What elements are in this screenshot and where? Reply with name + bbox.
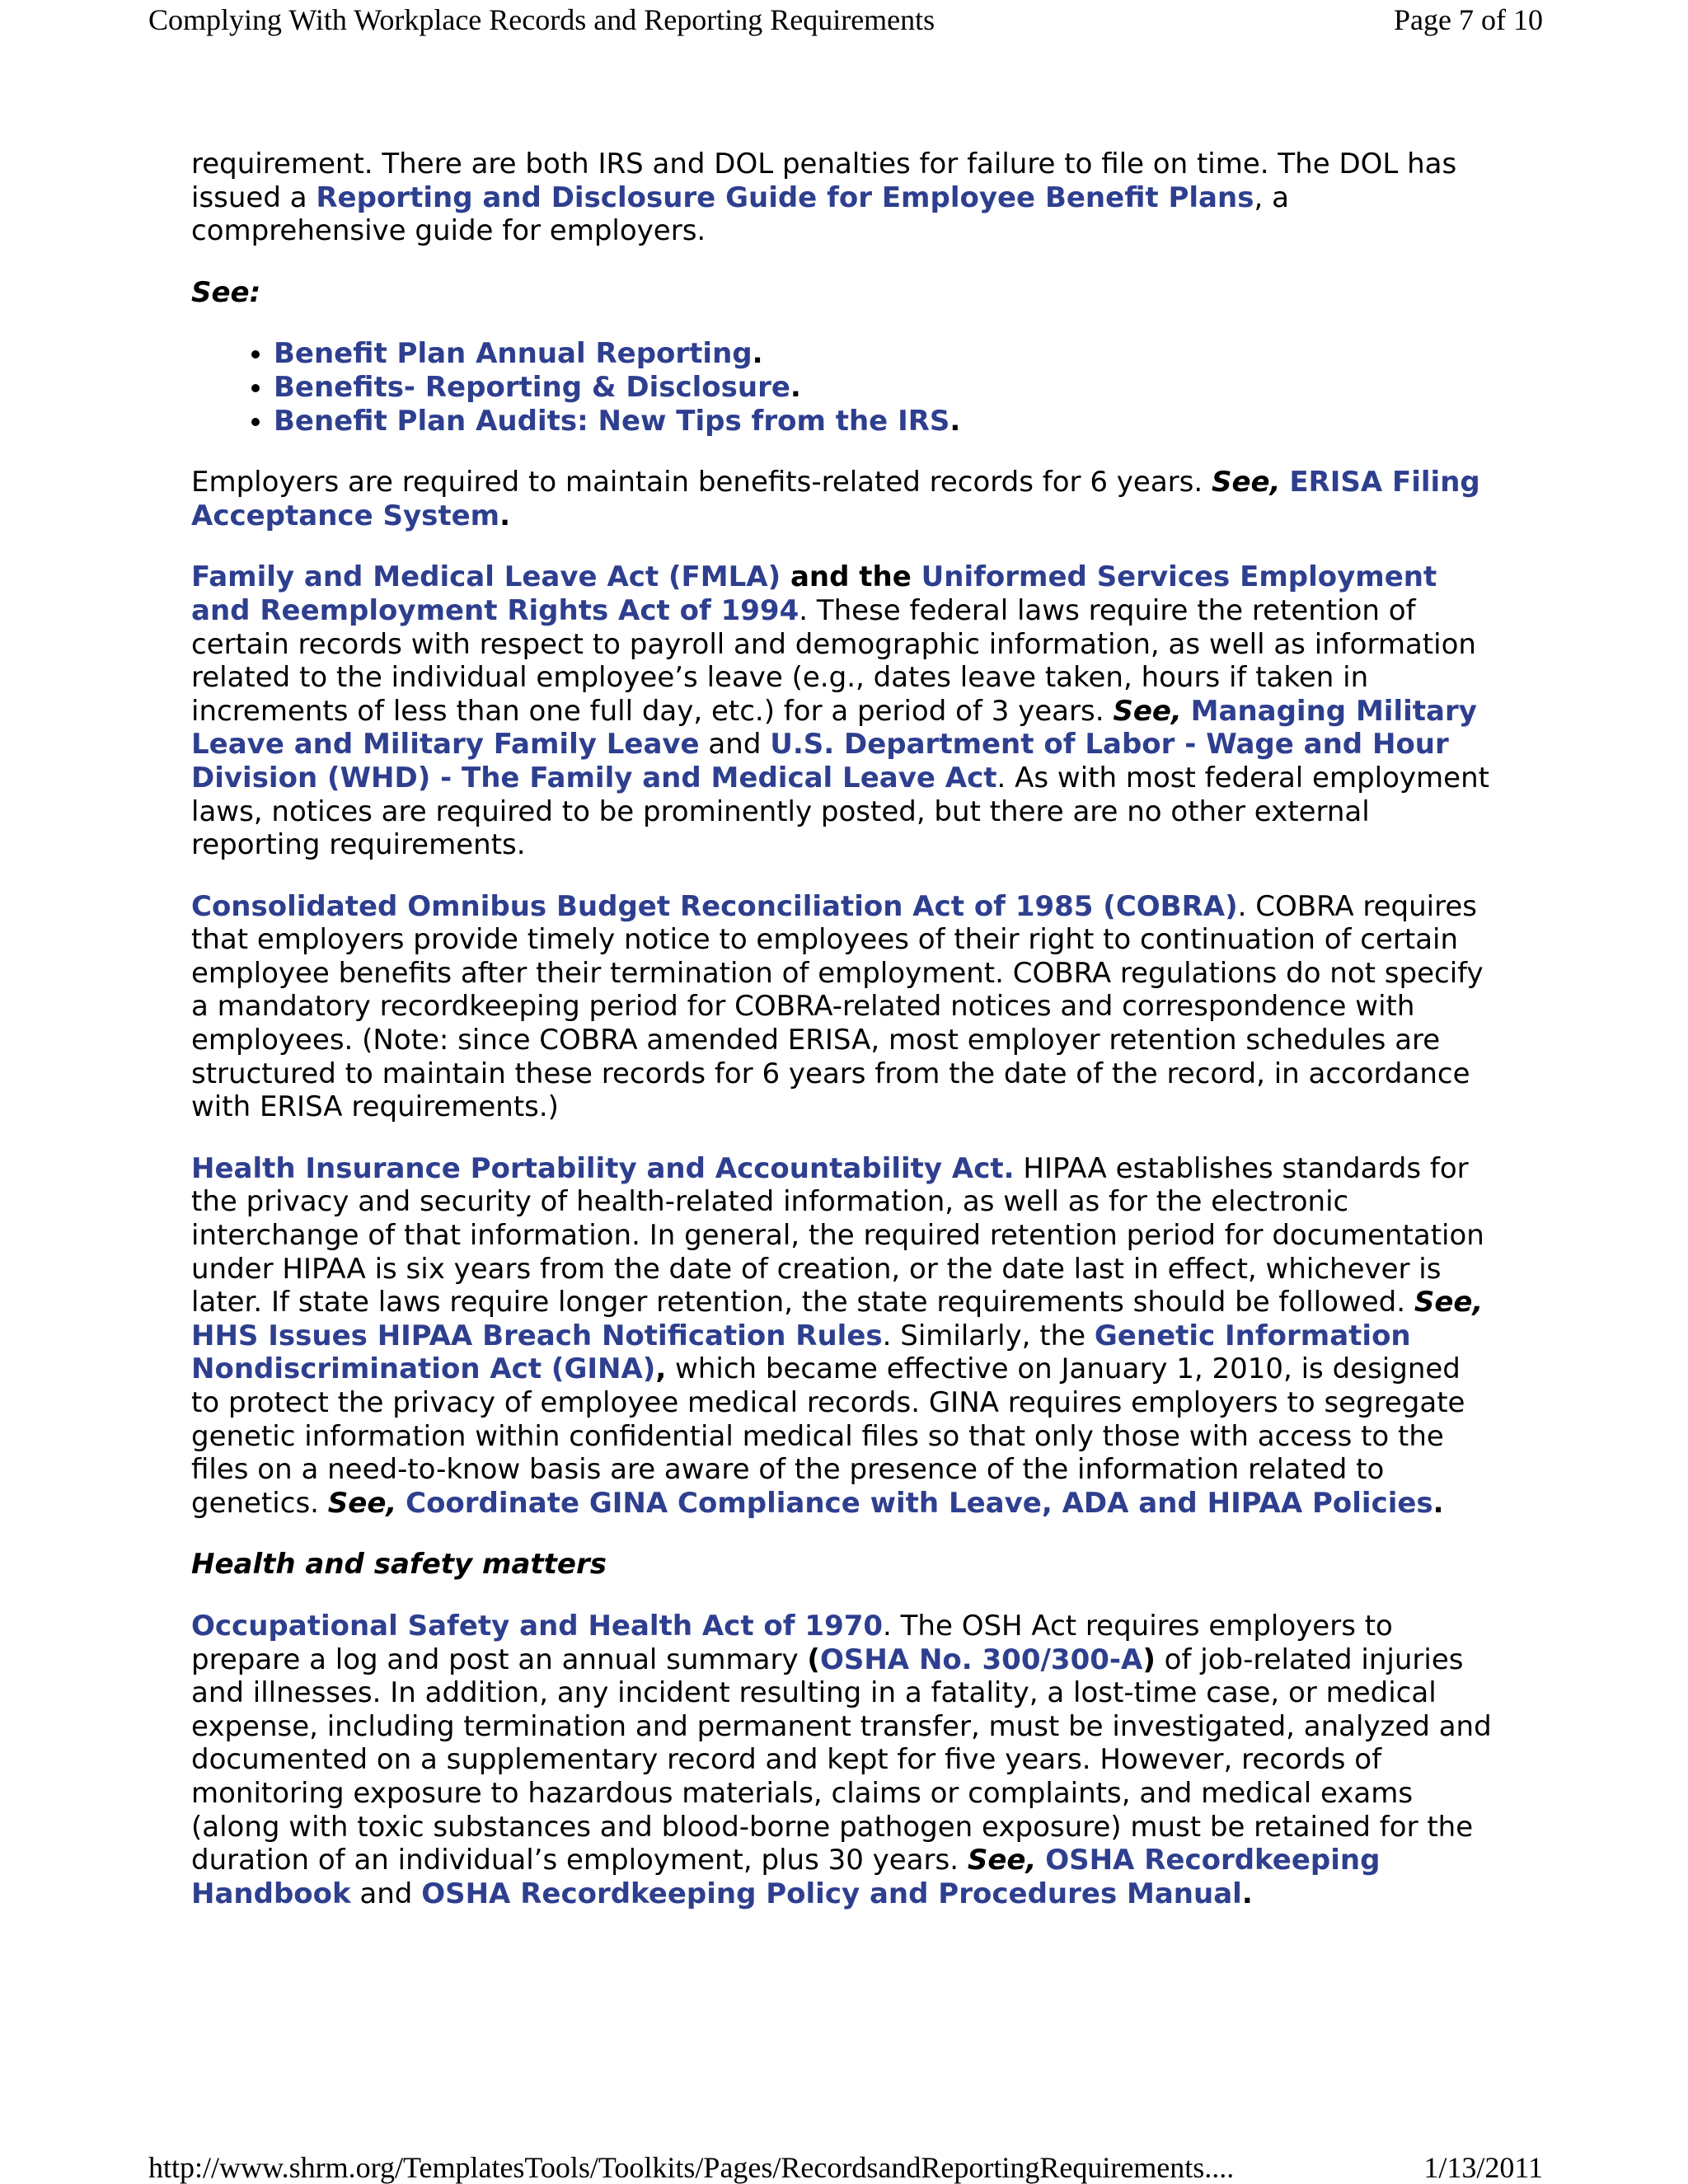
- link-hhs-hipaa-breach-rules[interactable]: HHS Issues HIPAA Breach Notification Rules: [191, 1319, 883, 1352]
- link-reporting-disclosure-guide[interactable]: Reporting and Disclosure Guide for Employee Benefit Plans: [316, 180, 1254, 214]
- source-url: http://www.shrm.org/TemplatesTools/Toolkits/Pages/RecordsandReportingRequirements....: [148, 2151, 1235, 2184]
- paragraph-benefits-records: Employers are required to maintain benefits-related records for 6 years. See, ERISA Filing Acceptance System.: [191, 466, 1480, 532]
- page-number: Page 7 of 10: [1394, 3, 1543, 36]
- link-osha-recordkeeping-manual[interactable]: OSHA Recordkeeping Policy and Procedures Manual: [421, 1877, 1242, 1910]
- link-benefit-plan-annual-reporting[interactable]: Benefit Plan Annual Reporting: [274, 337, 753, 371]
- link-osh-act[interactable]: Occupational Safety and Health Act of 1970: [191, 1609, 884, 1643]
- page-footer: [0, 2151, 1688, 2184]
- list-item: • Benefits- Reporting & Disclosure.: [274, 371, 1493, 405]
- page-header: [0, 0, 1688, 41]
- paragraph-fmla-userra: Family and Medical Leave Act (FMLA) and the Uniformed Services Employment and Reemployment Rights Act of 1994. These federal laws require the retention of certain records with respect to payroll and demographic information, as well as information related to the individual employee’s leave (e.g., dates leave taken, hours if taken in increments of less than one full day, etc.) for a period of 3 years. See, Managing Military Leave and Military Family Leave and U.S. Department of Labor - Wage and Hour Division (WHD) - The Family and Medical Leave Act. As with most federal employment laws, notices are required to be prominently posted, but there are no other external reporting requirements.: [191, 560, 1489, 862]
- document-title: Complying With Workplace Records and Reporting Requirements: [148, 3, 935, 36]
- link-coordinate-gina-compliance[interactable]: Coordinate GINA Compliance with Leave, ADA and HIPAA Policies: [406, 1486, 1433, 1520]
- link-userra[interactable]: Uniformed Services Employment and Reemployment Rights Act of 1994: [191, 560, 1437, 627]
- see-list: [191, 337, 1493, 438]
- link-erisa-filing-acceptance-system[interactable]: ERISA Filing Acceptance System: [191, 466, 1480, 532]
- see-label: See:: [191, 275, 261, 309]
- link-cobra[interactable]: Consolidated Omnibus Budget Reconciliation Act of 1985 (COBRA): [191, 889, 1238, 923]
- section-heading-health-safety: Health and safety matters: [191, 1548, 607, 1582]
- paragraph-cobra: Consolidated Omnibus Budget Reconciliation Act of 1985 (COBRA). COBRA requires that employers provide timely notice to employees of their right to continuation of certain employee benefits after their termination of employment. COBRA regulations do not specify a mandatory recordkeeping period for COBRA-related notices and correspondence with employees. (Note: since COBRA amended ERISA, most employer retention schedules are structured to maintain these records for 6 years from the date of the record, in accordance with ERISA requirements.): [191, 889, 1484, 1124]
- link-fmla[interactable]: Family and Medical Leave Act (FMLA): [191, 560, 781, 594]
- link-gina[interactable]: Genetic Information Nondiscrimination Act (GINA): [191, 1319, 1411, 1386]
- list-item: • Benefit Plan Audits: New Tips from the IRS.: [274, 405, 1493, 438]
- link-hipaa[interactable]: Health Insurance Portability and Accountability Act.: [191, 1151, 1015, 1185]
- link-dol-whd-fmla[interactable]: U.S. Department of Labor - Wage and Hour Division (WHD) - The Family and Medical Leave Act: [191, 728, 1449, 794]
- link-osha-300[interactable]: OSHA No. 300/300-A: [819, 1643, 1143, 1676]
- link-benefit-plan-audits[interactable]: Benefit Plan Audits: New Tips from the IRS: [274, 404, 950, 438]
- document-body: [191, 148, 1493, 1938]
- link-managing-military-leave[interactable]: Managing Military Leave and Military Family Leave: [191, 694, 1477, 762]
- paragraph-erisa-reporting: requirement. There are both IRS and DOL penalties for failure to file on time. The DOL has issued a Reporting and Disclosure Guide for Employee Benefit Plans, a comprehensive guide for employers.: [191, 148, 1457, 248]
- paragraph-osh-act: Occupational Safety and Health Act of 1970. The OSH Act requires employers to prepare a log and post an annual summary (OSHA No. 300/300-A) of job-related injuries and illnesses. In addition, any incident resulting in a fatality, a lost-time case, or medical expense, including termination and permanent transfer, must be investigated, analyzed and documented on a supplementary record and kept for five years. However, records of monitoring exposure to hazardous materials, claims or complaints, and medical exams (along with toxic substances and blood-borne pathogen exposure) must be retained for the duration of an individual’s employment, plus 30 years. See, OSHA Recordkeeping Handbook and OSHA Recordkeeping Policy and Procedures Manual.: [191, 1609, 1492, 1910]
- paragraph-hipaa-gina: Health Insurance Portability and Accountability Act. HIPAA establishes standards for the privacy and security of health-related information, as well as for the electronic interchange of that information. In general, the required retention period for documentation under HIPAA is six years from the date of creation, or the date last in effect, whichever is later. If state laws require longer retention, the state requirements should be followed. See, HHS Issues HIPAA Breach Notification Rules. Similarly, the Genetic Information Nondiscrimination Act (GINA), which became effective on January 1, 2010, is designed to protect the privacy of employee medical records. GINA requires employers to segregate genetic information within confidential medical files so that only those with access to the files on a need-to-know basis are aware of the presence of the information related to genetics. See, Coordinate GINA Compliance with Leave, ADA and HIPAA Policies.: [191, 1151, 1484, 1520]
- print-date: 1/13/2011: [1423, 2151, 1543, 2184]
- list-item: • Benefit Plan Annual Reporting.: [274, 337, 1493, 371]
- link-osha-recordkeeping-handbook[interactable]: OSHA Recordkeeping Handbook: [191, 1844, 1381, 1910]
- link-benefits-reporting-disclosure[interactable]: Benefits- Reporting & Disclosure: [274, 370, 790, 404]
